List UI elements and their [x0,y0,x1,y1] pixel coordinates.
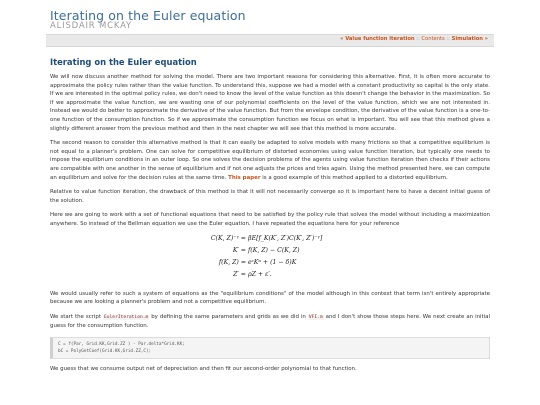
next-arrow-icon[interactable]: » [484,36,488,42]
code-line: bC = PolyGetCoef(Grid.KK,Grid.ZZ,C); [58,348,152,354]
paragraph-6 [50,313,490,331]
paragraph-4: Here we are going to work with a set of functional equations that need to be satisfied by the policy rule that solves the model without including a maximization anywhere. So instead of the Bellman equation we use the Euler equation. I have repeated the equations here for your reference [50,212,490,227]
equation-lhs: K′ = [232,246,246,254]
paragraph-6-text-c: and I don't show those steps here. We next create an initial guess for the consumption function. [50,313,491,330]
equation-rhs: βE[f_K(K′, Z′)C(K′, Z′)⁻ᵞ] [248,234,323,242]
equation-production [50,259,490,269]
equation-lhs: C(K, Z)⁻ᵞ = [210,234,246,242]
equation-rhs: f(K, Z) − C(K, Z) [248,246,300,254]
book-title: Iterating on the Euler equation [50,8,246,23]
paragraph-1: We will now discuss another method for solving the model. There are two important reasons for considering this alternative. First, it is often more accurate to approximate the policy rules rather than the value function. To understand this, suppose we had a model with a constant productivity so capital is the only state. If we are interested in the optimal policy rules, we don't need to know the level of the value function as this doesn't change the behavior in the maximization. So if we approximate the value function, we are wasting one of our polynomial coefficients on the level of the value function, which we are not interested in. Instead we would do better to approximate the derivative of the value function. But from the envelope condition, the derivative of the value function is a one-to-one function of the consumption function. So if we approximate the consumption function we focus on what is important. You will see that this method gives a slightly different answer from the previous method and then in the next chapter we will see that this method is more accurate. [50,74,490,132]
nav-separator: :: [416,36,420,42]
nav-separator: :: [446,36,450,42]
this-paper-link[interactable]: This paper [228,174,261,181]
paragraph-2-text-a: The second reason to consider this alternative method is that it can easily be adapted to solve models with many frictions so that a competitive equilibrium is not equal to a planner's problem. One can solve for competitive equilibrium of distorted economies using value function iteration, but typically one needs to impose the equilibrium conditions in an outer loop. So one solves the decision problems of the agents using value function iteration then checks if their actions are compatible with one another in the sense of equilibrium and if not one adjusts the prices and tries again. Using the method presented here, we can compute an equilibrium and solve for the decision rules at the same time. [50,140,490,181]
equation-rhs: ρZ + ε′. [248,270,272,278]
inline-code-script: EulerIteration.m [104,314,149,320]
equation-euler [50,235,490,245]
equation-rhs: eᶻKᵅ + (1 − δ)K [248,258,297,266]
paragraph-7: We guess that we consume output net of depreciation and then fit our second-order polynomial to that function. [50,365,357,372]
chapter-nav [340,36,488,42]
section-heading: Iterating on the Euler equation [50,57,197,67]
paragraph-6-text-a: We start the script [50,313,102,320]
prev-arrow-icon[interactable]: « [340,36,344,42]
code-block [50,337,490,359]
code-line: C = f(Par, Grid.KK,Grid.ZZ ) - Par.delta*Grid.KK; [58,341,185,347]
equation-capital [50,247,490,257]
nav-link-value-function-iteration[interactable]: Value function iteration [345,36,415,42]
page-header [0,0,540,33]
paragraph-6-text-b: by defining the same parameters and grids as we did in [151,313,306,320]
nav-link-simulation[interactable]: Simulation [451,36,483,42]
author-name: ALISDAIR MCKAY [50,21,133,31]
inline-code-vfi: VFI.m [308,314,323,320]
equation-lhs: Z′ = [233,270,246,278]
nav-link-contents[interactable]: Contents [421,36,445,42]
equation-productivity [50,271,490,281]
paragraph-3: Relative to value function iteration, the drawback of this method is that it will not necessarily converge so it is important here to have a decent initial guess of the solution. [50,189,490,204]
navigation-bar [46,34,494,47]
paragraph-2-text-b: is a good example of this method applied to a distorted equilibrium. [262,174,448,181]
paragraph-2 [50,139,490,182]
main-content [50,57,490,379]
paragraph-5: We would usually refer to such a system of equations as the "equilibrium conditions" of the model although in this context that term isn't entirely appropriate because we are looking a planner's problem and not a competitive equilibrium. [50,290,490,306]
equation-block [50,235,490,285]
equation-lhs: f(K, Z) = [218,258,246,266]
